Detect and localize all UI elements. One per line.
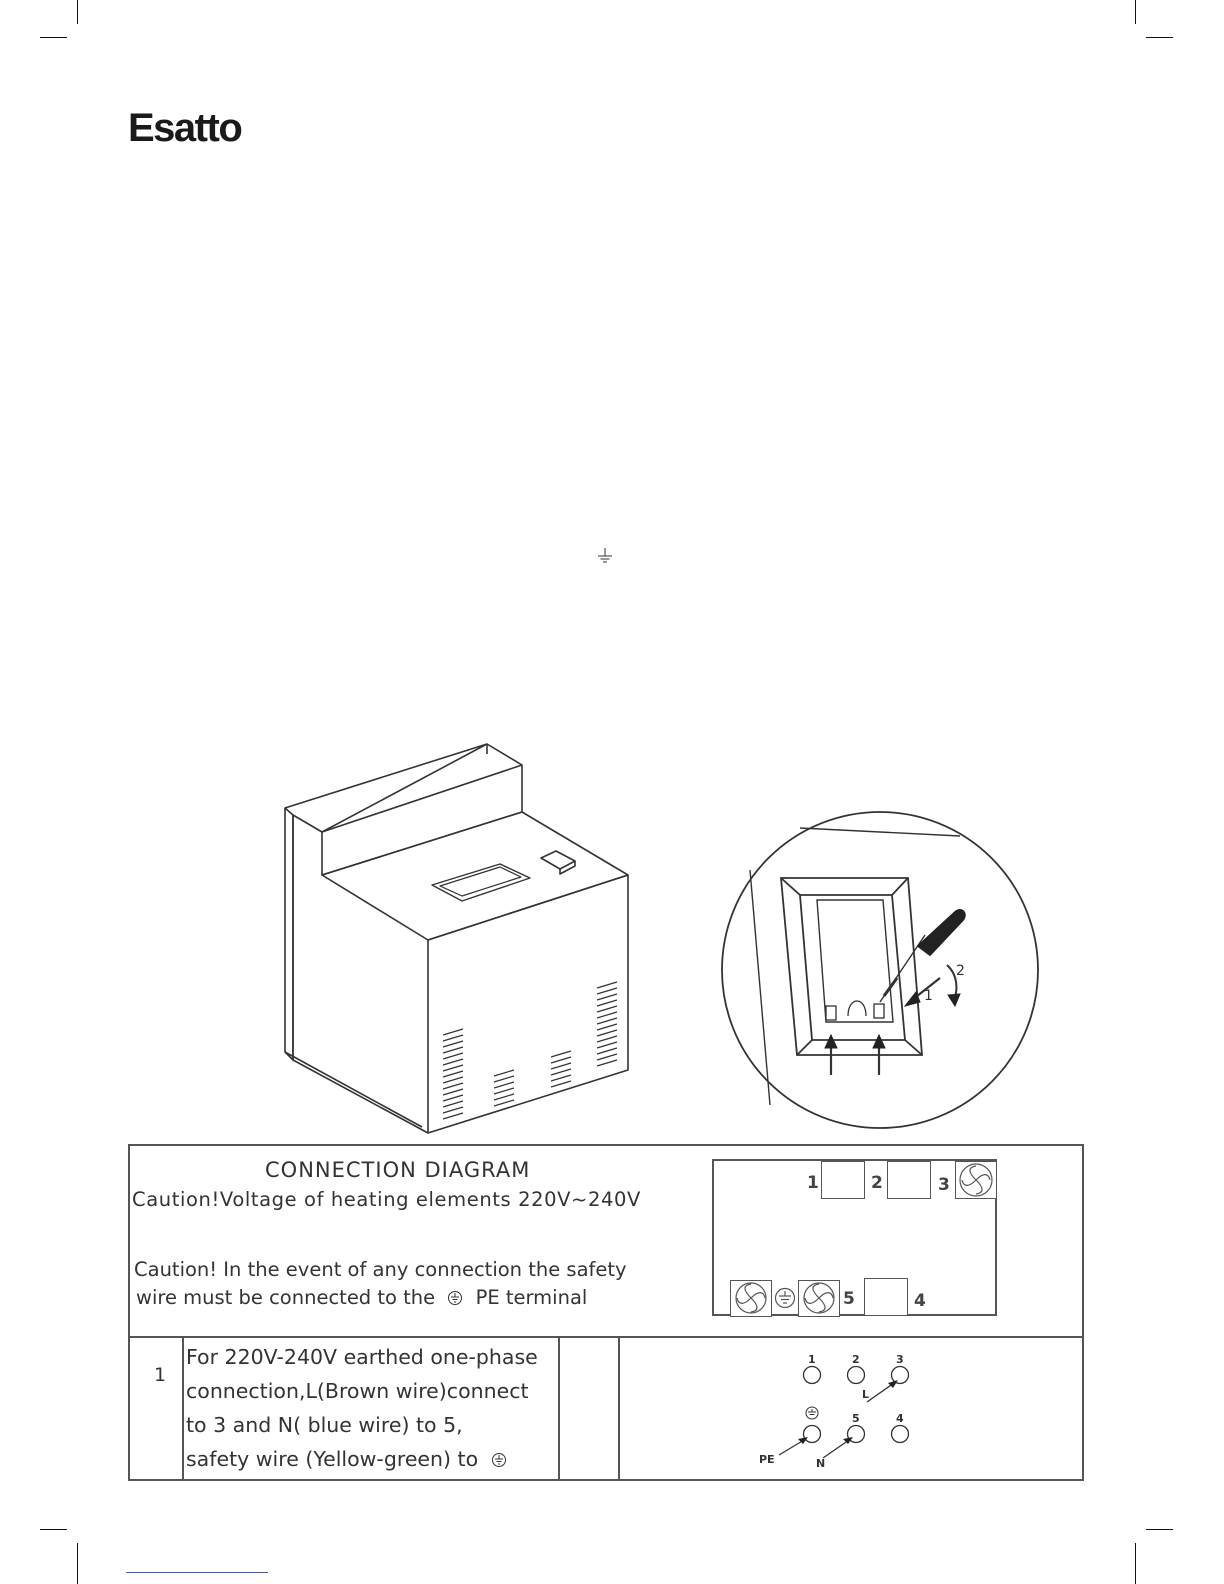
wiring-schematic: [622, 1336, 1082, 1479]
wire-terminal-label-4: 4: [896, 1412, 904, 1425]
row-instructions: [186, 1340, 538, 1476]
fan-icon-bottom-left: [730, 1280, 772, 1317]
instruction-line: safety wire (Yellow-green) to: [186, 1447, 479, 1471]
connection-table-row-1: [130, 1336, 1082, 1479]
caution-safety-line2-post: PE terminal: [475, 1286, 588, 1309]
socket-detail: [722, 812, 1038, 1128]
connection-diagram-title: CONNECTION DIAGRAM: [265, 1158, 531, 1182]
brand-logo: Esatto: [128, 106, 242, 150]
wire-label-neutral: N: [816, 1457, 826, 1470]
terminal-label-2: 2: [871, 1173, 883, 1193]
insert-arrow-label-2: 2: [956, 963, 965, 979]
terminal-block-panel: [712, 1159, 997, 1316]
terminal-label-5: 5: [843, 1289, 855, 1309]
terminal-box-4: [864, 1278, 908, 1316]
earth-circle-icon: [491, 1452, 507, 1468]
insert-arrow-label-1: 1: [924, 988, 933, 1004]
instruction-line: For 220V-240V earthed one-phase: [186, 1345, 538, 1369]
fan-icon: [955, 1161, 997, 1199]
caution-safety-line1: Caution! In the event of any connection the safety: [134, 1258, 627, 1281]
earth-terminal-icon: [774, 1285, 796, 1311]
instruction-line-with-icon: [186, 1442, 538, 1476]
table-divider: [558, 1336, 560, 1479]
wire-terminal-label-1: 1: [808, 1353, 816, 1366]
fan-icon-bottom-middle: [798, 1280, 840, 1317]
crop-mark-bottom-right-h: [1146, 1529, 1173, 1530]
instruction-line: to 3 and N( blue wire) to 5,: [186, 1413, 463, 1437]
crop-mark-bottom-left-h: [40, 1529, 67, 1530]
terminal-label-3: 3: [938, 1175, 950, 1195]
terminal-box-2: [887, 1161, 931, 1199]
caution-safety-line2: [136, 1286, 587, 1309]
instruction-line: connection,L(Brown wire)connect: [186, 1379, 529, 1403]
caution-safety-line2-pre: wire must be connected to the: [136, 1286, 436, 1309]
table-divider: [618, 1336, 620, 1479]
caution-voltage: Caution!Voltage of heating elements 220V~240V: [132, 1188, 641, 1211]
wire-terminal-label-3: 3: [896, 1353, 904, 1366]
terminal-box-1: [821, 1161, 865, 1199]
wire-label-earth: PE: [759, 1453, 775, 1466]
wire-label-live: L: [862, 1388, 870, 1401]
connection-table-header-row: [130, 1146, 1082, 1338]
wire-terminal-label-2: 2: [852, 1353, 860, 1366]
earth-circle-icon: [447, 1290, 463, 1306]
footer-link-underline: [126, 1572, 268, 1573]
crop-mark-bottom-left-v: [77, 1543, 78, 1584]
row-number: 1: [154, 1364, 167, 1386]
connection-table: [128, 1144, 1084, 1481]
terminal-label-4: 4: [914, 1291, 926, 1311]
terminal-label-1: 1: [807, 1173, 819, 1193]
wire-terminal-label-5: 5: [852, 1412, 860, 1425]
table-divider: [182, 1336, 184, 1479]
crop-mark-bottom-right-v: [1135, 1543, 1136, 1584]
